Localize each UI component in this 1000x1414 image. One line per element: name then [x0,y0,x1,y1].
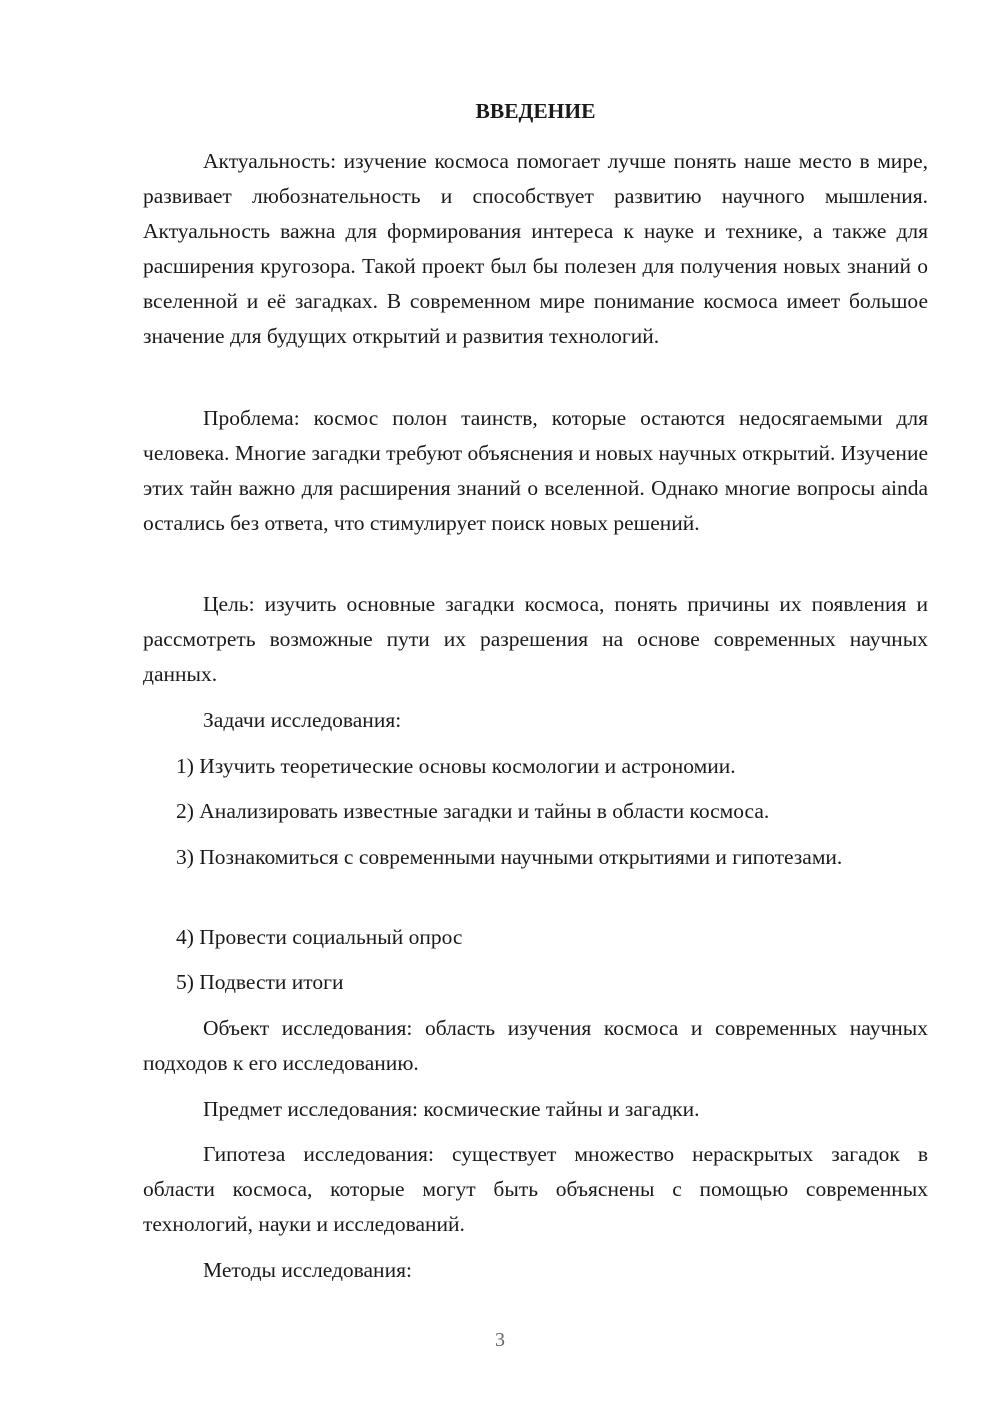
relevance-paragraph: Актуальность: изучение космоса помогает лучше понять наше место в мире, развивает любознательность и способствует развитию научного мышления. Актуальность важна для формирования интереса к науке и технике, а также для расширения кругозора. Такой проект был бы полезен для получения новых знаний о вселенной и её загадках. В современном мире понимание космоса имеет большое значение для будущих открытий и развития технологий. [143,149,928,348]
task-item: 2) Анализировать известные загадки и тайны в области космоса. [176,799,770,823]
goal-paragraph: Цель: изучить основные загадки космоса, понять причины их появления и рассмотреть возможные пути их разрешения на основе современных научных данных. [143,592,928,686]
task-item: 1) Изучить теоретические основы космологии и астрономии. [176,754,736,778]
task-item: 3) Познакомиться с современными научными открытиями и гипотезами. [176,845,843,869]
tasks-heading: Задачи исследования: [203,708,402,732]
problem-paragraph: Проблема: космос полон таинств, которые остаются недосягаемыми для человека. Многие загадки требуют объяснения и новых научных открытий. Изучение этих тайн важно для расширения знаний о вселенной. Однако многие вопросы ainda остались без ответа, что стимулирует поиск новых решений. [143,406,928,535]
subject-paragraph: Предмет исследования: космические тайны и загадки. [203,1097,700,1121]
object-paragraph: Объект исследования: область изучения космоса и современных научных подходов к его исследованию. [143,1016,928,1075]
task-item: 5) Подвести итоги [176,970,344,994]
page-number: 3 [495,1329,505,1351]
section-title: ВВЕДЕНИЕ [475,99,596,123]
task-item: 4) Провести социальный опрос [176,925,463,949]
methods-heading: Методы исследования: [203,1258,412,1282]
hypothesis-paragraph: Гипотеза исследования: существует множество нераскрытых загадок в области космоса, которые могут быть объяснены с помощью современных технологий, науки и исследований. [143,1142,928,1236]
